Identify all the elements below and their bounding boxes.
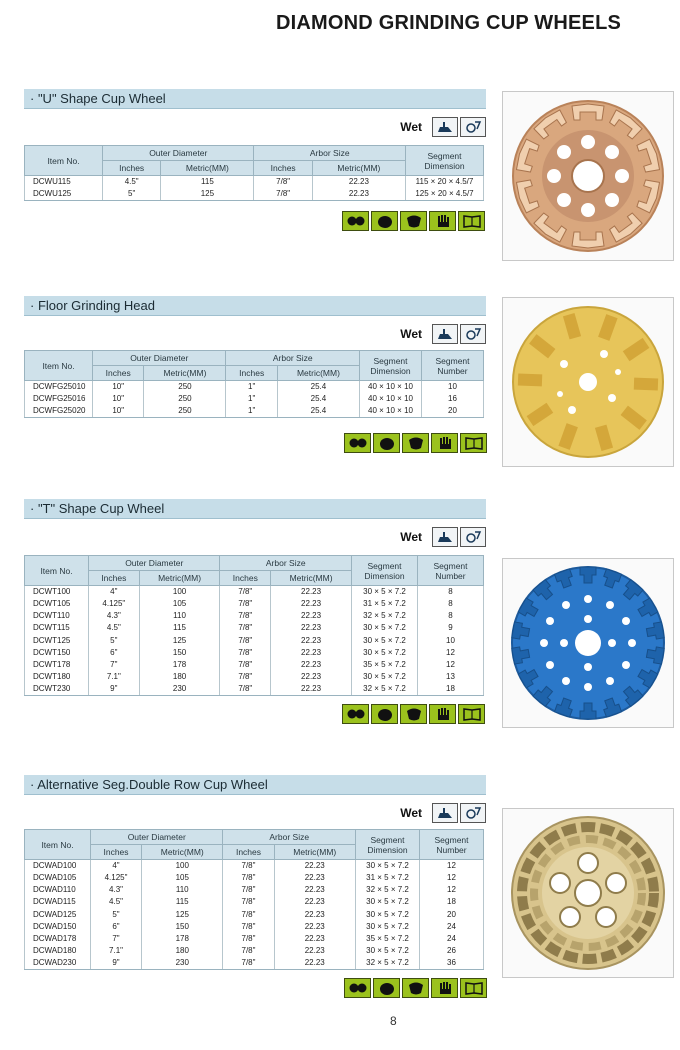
cell: 22.23 bbox=[271, 683, 352, 696]
cell: 32 × 5 × 7.2 bbox=[356, 884, 420, 896]
col-arbor-size: Arbor Size bbox=[220, 556, 352, 571]
col-inches: Inches bbox=[89, 571, 140, 586]
cell: 4.125" bbox=[91, 872, 142, 884]
table-row bbox=[25, 671, 484, 683]
col-inches: Inches bbox=[220, 571, 271, 586]
cell: 115 bbox=[142, 896, 223, 908]
item-no: DCWT180 bbox=[25, 671, 89, 683]
item-no: DCWFG25010 bbox=[25, 381, 93, 394]
cell: 30 × 5 × 7.2 bbox=[356, 896, 420, 908]
face-mask-icon bbox=[402, 433, 429, 453]
col-segment-dimension: Segment Dimension bbox=[356, 830, 420, 860]
col-metric: Metric(MM) bbox=[161, 161, 254, 176]
product-image-u-shape-wheel bbox=[502, 91, 674, 261]
col-inches: Inches bbox=[226, 366, 277, 381]
face-mask-icon bbox=[402, 978, 429, 998]
col-outer-diameter: Outer Diameter bbox=[93, 351, 226, 366]
wet-label: Wet bbox=[400, 530, 422, 544]
cell: 13 bbox=[418, 671, 484, 683]
cell: 10" bbox=[93, 381, 144, 394]
page-title: DIAMOND GRINDING CUP WHEELS bbox=[276, 12, 622, 34]
cell: 150 bbox=[142, 921, 223, 933]
section-t-shape bbox=[24, 499, 486, 729]
item-no: DCWAD115 bbox=[25, 896, 91, 908]
item-no: DCWT178 bbox=[25, 659, 89, 671]
item-no: DCWT115 bbox=[25, 622, 89, 634]
cell: 22.23 bbox=[274, 957, 356, 970]
cell: 35 × 5 × 7.2 bbox=[352, 659, 418, 671]
cell: 7/8" bbox=[223, 909, 274, 921]
cell: 30 × 5 × 7.2 bbox=[356, 909, 420, 921]
col-segment-dimension: Segment Dimension bbox=[360, 351, 422, 381]
cell: 7/8" bbox=[220, 647, 271, 659]
cell: 25.4 bbox=[277, 381, 359, 394]
table-row bbox=[25, 381, 484, 394]
cell: 7/8" bbox=[223, 933, 274, 945]
goggles-icon bbox=[342, 211, 369, 231]
cell: 4" bbox=[91, 860, 142, 873]
cell: 22.23 bbox=[271, 610, 352, 622]
application-icons bbox=[342, 704, 485, 724]
table-row bbox=[25, 598, 484, 610]
cell: 7/8" bbox=[223, 896, 274, 908]
cell: 10" bbox=[93, 393, 144, 405]
col-inches: Inches bbox=[91, 845, 142, 860]
cell: 180 bbox=[139, 671, 220, 683]
cell: 30 × 5 × 7.2 bbox=[352, 586, 418, 599]
cell: 22.23 bbox=[271, 635, 352, 647]
application-icons bbox=[344, 978, 487, 998]
item-no: DCWT110 bbox=[25, 610, 89, 622]
cell: 230 bbox=[139, 683, 220, 696]
item-no: DCWT125 bbox=[25, 635, 89, 647]
cell: 7" bbox=[89, 659, 140, 671]
item-no: DCWAD125 bbox=[25, 909, 91, 921]
cell: 1" bbox=[226, 405, 277, 418]
table-row bbox=[25, 176, 484, 189]
cell: 230 bbox=[142, 957, 223, 970]
col-outer-diameter: Outer Diameter bbox=[103, 146, 254, 161]
cell: 7/8" bbox=[220, 659, 271, 671]
cell: 40 × 10 × 10 bbox=[360, 381, 422, 394]
cell: 12 bbox=[418, 659, 484, 671]
item-no: DCWFG25016 bbox=[25, 393, 93, 405]
section-floor-grinding-head bbox=[24, 296, 486, 456]
grinder-wet-icon bbox=[432, 324, 458, 344]
cell: 22.23 bbox=[274, 945, 356, 957]
cell: 250 bbox=[144, 393, 226, 405]
col-segment-dimension: Segment Dimension bbox=[352, 556, 418, 586]
cell: 22.23 bbox=[274, 933, 356, 945]
col-metric: Metric(MM) bbox=[271, 571, 352, 586]
col-arbor-size: Arbor Size bbox=[223, 830, 356, 845]
table-row bbox=[25, 909, 484, 921]
cell: 40 × 10 × 10 bbox=[360, 393, 422, 405]
cell: 250 bbox=[144, 405, 226, 418]
cell: 125 bbox=[139, 635, 220, 647]
cell: 30 × 5 × 7.2 bbox=[352, 635, 418, 647]
cell: 30 × 5 × 7.2 bbox=[352, 647, 418, 659]
face-mask-icon bbox=[400, 704, 427, 724]
cell: 12 bbox=[420, 884, 484, 896]
cell: 7/8" bbox=[223, 884, 274, 896]
cell: 22.23 bbox=[312, 176, 405, 189]
table-row bbox=[25, 933, 484, 945]
cell: 32 × 5 × 7.2 bbox=[352, 610, 418, 622]
cell: 24 bbox=[420, 933, 484, 945]
cell: 7/8" bbox=[223, 872, 274, 884]
cell: 180 bbox=[142, 945, 223, 957]
col-item-no: Item No. bbox=[25, 351, 93, 381]
cell: 10 bbox=[418, 635, 484, 647]
item-no: DCWAD150 bbox=[25, 921, 91, 933]
col-outer-diameter: Outer Diameter bbox=[89, 556, 220, 571]
item-no: DCWAD180 bbox=[25, 945, 91, 957]
cell: 115 bbox=[161, 176, 254, 189]
table-row bbox=[25, 586, 484, 599]
cell: 16 bbox=[422, 393, 484, 405]
cell: 7/8" bbox=[220, 683, 271, 696]
cell: 7/8" bbox=[220, 671, 271, 683]
cell: 115 bbox=[139, 622, 220, 634]
product-image-t-shape-wheel bbox=[502, 558, 674, 728]
section-u-shape bbox=[24, 89, 486, 234]
cell: 1" bbox=[226, 381, 277, 394]
cell: 7/8" bbox=[223, 945, 274, 957]
goggles-icon bbox=[344, 978, 371, 998]
helmet-icon bbox=[371, 211, 398, 231]
col-metric: Metric(MM) bbox=[312, 161, 405, 176]
spec-table bbox=[24, 555, 484, 696]
cell: 6" bbox=[89, 647, 140, 659]
col-item-no: Item No. bbox=[25, 830, 91, 860]
cell: 22.23 bbox=[312, 188, 405, 201]
cell: 100 bbox=[142, 860, 223, 873]
table-row bbox=[25, 860, 484, 873]
section-alternative-double-row bbox=[24, 775, 486, 1005]
table-row bbox=[25, 393, 484, 405]
cell: 5" bbox=[103, 188, 161, 201]
section-heading: · Floor Grinding Head bbox=[24, 296, 486, 316]
item-no: DCWAD100 bbox=[25, 860, 91, 873]
col-metric: Metric(MM) bbox=[142, 845, 223, 860]
spec-table bbox=[24, 145, 484, 201]
cell: 7/8" bbox=[220, 598, 271, 610]
cell: 22.23 bbox=[271, 598, 352, 610]
item-no: DCWT230 bbox=[25, 683, 89, 696]
section-heading: · "U" Shape Cup Wheel bbox=[24, 89, 486, 109]
cell: 22.23 bbox=[271, 586, 352, 599]
col-inches: Inches bbox=[223, 845, 274, 860]
cell: 7/8" bbox=[254, 176, 312, 189]
cell: 18 bbox=[418, 683, 484, 696]
gloves-icon bbox=[429, 704, 456, 724]
cell: 35 × 5 × 7.2 bbox=[356, 933, 420, 945]
cell: 10" bbox=[93, 405, 144, 418]
cell: 125 bbox=[161, 188, 254, 201]
item-no: DCWU125 bbox=[25, 188, 103, 201]
cell: 22.23 bbox=[274, 884, 356, 896]
table-row bbox=[25, 957, 484, 970]
cell: 12 bbox=[418, 647, 484, 659]
cell: 9" bbox=[89, 683, 140, 696]
col-arbor-size: Arbor Size bbox=[226, 351, 360, 366]
cell: 8 bbox=[418, 586, 484, 599]
table-row bbox=[25, 635, 484, 647]
cell: 7/8" bbox=[223, 957, 274, 970]
spec-table bbox=[24, 350, 484, 418]
cell: 24 bbox=[420, 921, 484, 933]
col-outer-diameter: Outer Diameter bbox=[91, 830, 223, 845]
cell: 7/8" bbox=[223, 921, 274, 933]
water-tool-icon bbox=[460, 117, 486, 137]
cell: 30 × 5 × 7.2 bbox=[352, 671, 418, 683]
cell: 36 bbox=[420, 957, 484, 970]
cell: 125 bbox=[142, 909, 223, 921]
section-heading: · "T" Shape Cup Wheel bbox=[24, 499, 486, 519]
cell: 22.23 bbox=[271, 659, 352, 671]
water-tool-icon bbox=[460, 324, 486, 344]
cell: 9 bbox=[418, 622, 484, 634]
cell: 20 bbox=[420, 909, 484, 921]
page-number: 8 bbox=[390, 1014, 397, 1028]
wet-indicator bbox=[400, 324, 486, 344]
helmet-icon bbox=[371, 704, 398, 724]
item-no: DCWAD230 bbox=[25, 957, 91, 970]
cell: 6" bbox=[91, 921, 142, 933]
cell: 18 bbox=[420, 896, 484, 908]
goggles-icon bbox=[344, 433, 371, 453]
col-metric: Metric(MM) bbox=[277, 366, 359, 381]
item-no: DCWU115 bbox=[25, 176, 103, 189]
table-row bbox=[25, 647, 484, 659]
cell: 178 bbox=[139, 659, 220, 671]
cell: 7.1" bbox=[89, 671, 140, 683]
cell: 7/8" bbox=[220, 622, 271, 634]
cell: 30 × 5 × 7.2 bbox=[356, 921, 420, 933]
item-no: DCWT105 bbox=[25, 598, 89, 610]
cell: 25.4 bbox=[277, 405, 359, 418]
helmet-icon bbox=[373, 433, 400, 453]
cell: 150 bbox=[139, 647, 220, 659]
cell: 5" bbox=[91, 909, 142, 921]
item-no: DCWT100 bbox=[25, 586, 89, 599]
cell: 32 × 5 × 7.2 bbox=[352, 683, 418, 696]
water-tool-icon bbox=[460, 803, 486, 823]
cell: 4.3" bbox=[91, 884, 142, 896]
wet-label: Wet bbox=[400, 120, 422, 134]
wet-label: Wet bbox=[400, 806, 422, 820]
cell: 22.23 bbox=[271, 671, 352, 683]
cell: 110 bbox=[139, 610, 220, 622]
product-image-floor-grinding-head bbox=[502, 297, 674, 467]
grinder-wet-icon bbox=[432, 117, 458, 137]
cell: 30 × 5 × 7.2 bbox=[356, 945, 420, 957]
cell: 12 bbox=[420, 860, 484, 873]
spec-table bbox=[24, 829, 484, 970]
cell: 4.5" bbox=[91, 896, 142, 908]
manual-book-icon bbox=[458, 704, 485, 724]
application-icons bbox=[342, 211, 485, 231]
cell: 100 bbox=[139, 586, 220, 599]
cell: 22.23 bbox=[274, 860, 356, 873]
cell: 7/8" bbox=[220, 610, 271, 622]
wet-indicator bbox=[400, 117, 486, 137]
wet-indicator bbox=[400, 803, 486, 823]
cell: 7/8" bbox=[223, 860, 274, 873]
cell: 22.23 bbox=[271, 647, 352, 659]
cell: 110 bbox=[142, 884, 223, 896]
table-row bbox=[25, 683, 484, 696]
cell: 7" bbox=[91, 933, 142, 945]
cell: 32 × 5 × 7.2 bbox=[356, 957, 420, 970]
cell: 30 × 5 × 7.2 bbox=[352, 622, 418, 634]
gloves-icon bbox=[431, 433, 458, 453]
cell: 10 bbox=[422, 381, 484, 394]
face-mask-icon bbox=[400, 211, 427, 231]
cell: 26 bbox=[420, 945, 484, 957]
cell: 4.3" bbox=[89, 610, 140, 622]
cell: 105 bbox=[142, 872, 223, 884]
table-row bbox=[25, 921, 484, 933]
cell: 178 bbox=[142, 933, 223, 945]
water-tool-icon bbox=[460, 527, 486, 547]
cell: 4.5" bbox=[89, 622, 140, 634]
col-metric: Metric(MM) bbox=[139, 571, 220, 586]
item-no: DCWAD110 bbox=[25, 884, 91, 896]
cell: 8 bbox=[418, 598, 484, 610]
col-segment-dimension: Segment Dimension bbox=[406, 146, 484, 176]
gloves-icon bbox=[429, 211, 456, 231]
item-no: DCWAD105 bbox=[25, 872, 91, 884]
col-item-no: Item No. bbox=[25, 146, 103, 176]
cell: 4.5" bbox=[103, 176, 161, 189]
product-image-double-row-wheel bbox=[502, 808, 674, 978]
helmet-icon bbox=[373, 978, 400, 998]
cell: 7/8" bbox=[220, 586, 271, 599]
cell: 115 × 20 × 4.5/7 bbox=[406, 176, 484, 189]
cell: 5" bbox=[89, 635, 140, 647]
item-no: DCWT150 bbox=[25, 647, 89, 659]
col-segment-number: Segment Number bbox=[420, 830, 484, 860]
col-segment-number: Segment Number bbox=[422, 351, 484, 381]
application-icons bbox=[344, 433, 487, 453]
cell: 8 bbox=[418, 610, 484, 622]
grinder-wet-icon bbox=[432, 527, 458, 547]
table-row bbox=[25, 405, 484, 418]
cell: 40 × 10 × 10 bbox=[360, 405, 422, 418]
cell: 7/8" bbox=[220, 635, 271, 647]
table-row bbox=[25, 622, 484, 634]
cell: 9" bbox=[91, 957, 142, 970]
col-inches: Inches bbox=[93, 366, 144, 381]
table-row bbox=[25, 188, 484, 201]
table-row bbox=[25, 659, 484, 671]
col-inches: Inches bbox=[103, 161, 161, 176]
cell: 22.23 bbox=[274, 896, 356, 908]
cell: 12 bbox=[420, 872, 484, 884]
cell: 20 bbox=[422, 405, 484, 418]
cell: 22.23 bbox=[274, 909, 356, 921]
cell: 250 bbox=[144, 381, 226, 394]
manual-book-icon bbox=[460, 433, 487, 453]
col-arbor-size: Arbor Size bbox=[254, 146, 406, 161]
cell: 30 × 5 × 7.2 bbox=[356, 860, 420, 873]
item-no: DCWAD178 bbox=[25, 933, 91, 945]
table-row bbox=[25, 610, 484, 622]
col-segment-number: Segment Number bbox=[418, 556, 484, 586]
table-row bbox=[25, 884, 484, 896]
cell: 1" bbox=[226, 393, 277, 405]
table-row bbox=[25, 945, 484, 957]
cell: 22.23 bbox=[271, 622, 352, 634]
cell: 7.1" bbox=[91, 945, 142, 957]
gloves-icon bbox=[431, 978, 458, 998]
col-metric: Metric(MM) bbox=[144, 366, 226, 381]
cell: 105 bbox=[139, 598, 220, 610]
cell: 4.125" bbox=[89, 598, 140, 610]
wet-label: Wet bbox=[400, 327, 422, 341]
col-metric: Metric(MM) bbox=[274, 845, 356, 860]
grinder-wet-icon bbox=[432, 803, 458, 823]
cell: 22.23 bbox=[274, 921, 356, 933]
manual-book-icon bbox=[460, 978, 487, 998]
wet-indicator bbox=[400, 527, 486, 547]
goggles-icon bbox=[342, 704, 369, 724]
cell: 125 × 20 × 4.5/7 bbox=[406, 188, 484, 201]
cell: 31 × 5 × 7.2 bbox=[356, 872, 420, 884]
col-item-no: Item No. bbox=[25, 556, 89, 586]
cell: 7/8" bbox=[254, 188, 312, 201]
section-heading: · Alternative Seg.Double Row Cup Wheel bbox=[24, 775, 486, 795]
table-row bbox=[25, 896, 484, 908]
table-row bbox=[25, 872, 484, 884]
cell: 31 × 5 × 7.2 bbox=[352, 598, 418, 610]
col-inches: Inches bbox=[254, 161, 312, 176]
manual-book-icon bbox=[458, 211, 485, 231]
cell: 25.4 bbox=[277, 393, 359, 405]
cell: 4" bbox=[89, 586, 140, 599]
cell: 22.23 bbox=[274, 872, 356, 884]
item-no: DCWFG25020 bbox=[25, 405, 93, 418]
